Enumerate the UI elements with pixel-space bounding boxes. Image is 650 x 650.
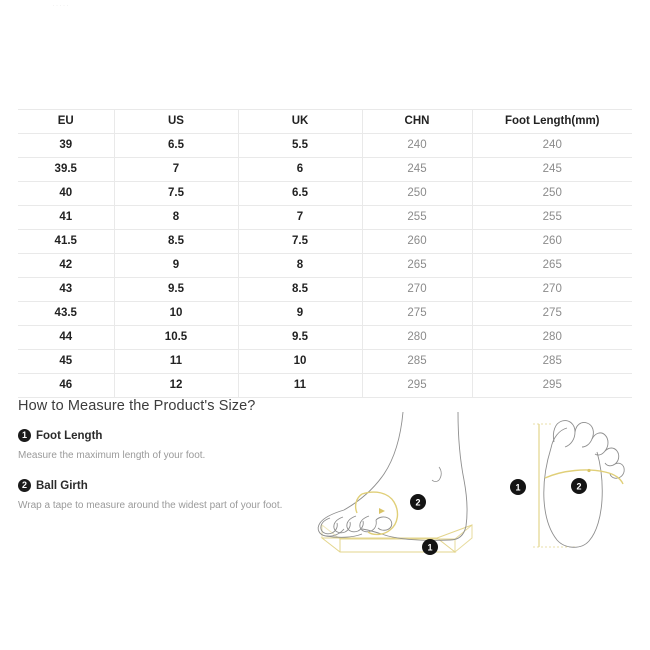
table-cell-foot-length: 285 bbox=[472, 350, 632, 374]
table-cell-foot-length: 240 bbox=[472, 134, 632, 158]
table-cell-eu: 42 bbox=[18, 254, 114, 278]
column-header-us: US bbox=[114, 110, 238, 134]
table-cell-us: 8 bbox=[114, 206, 238, 230]
table-cell-uk: 6.5 bbox=[238, 182, 362, 206]
table-cell-us: 9.5 bbox=[114, 278, 238, 302]
table-cell-us: 10 bbox=[114, 302, 238, 326]
table-cell-chn: 270 bbox=[362, 278, 472, 302]
table-row bbox=[18, 326, 632, 350]
table-cell-eu: 41.5 bbox=[18, 230, 114, 254]
table-cell-uk: 9 bbox=[238, 302, 362, 326]
table-cell-us: 11 bbox=[114, 350, 238, 374]
table-cell-chn: 275 bbox=[362, 302, 472, 326]
table-cell-eu: 43.5 bbox=[18, 302, 114, 326]
column-header-eu: EU bbox=[18, 110, 114, 134]
table-cell-chn: 245 bbox=[362, 158, 472, 182]
table-cell-chn: 255 bbox=[362, 206, 472, 230]
table-cell-eu: 45 bbox=[18, 350, 114, 374]
table-row bbox=[18, 230, 632, 254]
table-cell-uk: 11 bbox=[238, 374, 362, 398]
column-header-chn: CHN bbox=[362, 110, 472, 134]
table-row bbox=[18, 374, 632, 398]
measure-step-ball-girth bbox=[18, 479, 282, 511]
table-row bbox=[18, 278, 632, 302]
step-description-foot-length: Measure the maximum length of your foot. bbox=[18, 450, 206, 461]
foot-outline-icon bbox=[344, 412, 467, 540]
marker-girth-label: 2 bbox=[415, 497, 421, 508]
step-title-ball-girth: Ball Girth bbox=[36, 479, 88, 492]
table-row bbox=[18, 350, 632, 374]
size-chart-table-container bbox=[18, 109, 632, 398]
table-cell-chn: 280 bbox=[362, 326, 472, 350]
table-cell-foot-length: 250 bbox=[472, 182, 632, 206]
table-row bbox=[18, 134, 632, 158]
table-row bbox=[18, 158, 632, 182]
table-row bbox=[18, 302, 632, 326]
step-description-ball-girth: Wrap a tape to measure around the widest part of your foot. bbox=[18, 500, 283, 511]
table-cell-foot-length: 280 bbox=[472, 326, 632, 350]
table-cell-us: 8.5 bbox=[114, 230, 238, 254]
step-heading bbox=[18, 429, 205, 442]
table-cell-uk: 10 bbox=[238, 350, 362, 374]
table-cell-eu: 39 bbox=[18, 134, 114, 158]
table-cell-uk: 5.5 bbox=[238, 134, 362, 158]
table-cell-foot-length: 255 bbox=[472, 206, 632, 230]
table-cell-eu: 46 bbox=[18, 374, 114, 398]
table-cell-us: 12 bbox=[114, 374, 238, 398]
marker-length-label: 1 bbox=[515, 482, 521, 493]
girth-point-icon bbox=[587, 469, 590, 472]
table-cell-foot-length: 260 bbox=[472, 230, 632, 254]
table-cell-foot-length: 245 bbox=[472, 158, 632, 182]
step-title-foot-length: Foot Length bbox=[36, 429, 103, 442]
table-cell-chn: 240 bbox=[362, 134, 472, 158]
table-cell-chn: 260 bbox=[362, 230, 472, 254]
column-header-uk: UK bbox=[238, 110, 362, 134]
table-header bbox=[18, 110, 632, 134]
girth-arrow-icon bbox=[379, 508, 385, 514]
step-number-badge-1: 1 bbox=[18, 429, 31, 442]
table-cell-us: 7 bbox=[114, 158, 238, 182]
marker-girth-label: 2 bbox=[576, 481, 582, 492]
size-chart-table bbox=[18, 109, 632, 398]
table-cell-eu: 39.5 bbox=[18, 158, 114, 182]
table-cell-foot-length: 270 bbox=[472, 278, 632, 302]
table-cell-uk: 7 bbox=[238, 206, 362, 230]
table-cell-eu: 44 bbox=[18, 326, 114, 350]
marker-length-label: 1 bbox=[427, 542, 433, 553]
table-row bbox=[18, 254, 632, 278]
length-measure-line-icon bbox=[533, 424, 575, 547]
table-cell-uk: 6 bbox=[238, 158, 362, 182]
table-cell-us: 9 bbox=[114, 254, 238, 278]
table-cell-us: 7.5 bbox=[114, 182, 238, 206]
table-cell-chn: 265 bbox=[362, 254, 472, 278]
table-cell-eu: 41 bbox=[18, 206, 114, 230]
table-row bbox=[18, 206, 632, 230]
length-measure-box-icon bbox=[322, 525, 472, 552]
table-header-row bbox=[18, 110, 632, 134]
table-cell-foot-length: 265 bbox=[472, 254, 632, 278]
table-cell-uk: 9.5 bbox=[238, 326, 362, 350]
measure-step-foot-length bbox=[18, 429, 205, 461]
table-cell-chn: 250 bbox=[362, 182, 472, 206]
column-header-foot-length: Foot Length(mm) bbox=[472, 110, 632, 134]
diagram-marker-length-1 bbox=[422, 539, 438, 555]
table-cell-foot-length: 295 bbox=[472, 374, 632, 398]
step-heading bbox=[18, 479, 282, 492]
top-text-remnant: ····· bbox=[52, 0, 70, 10]
table-cell-us: 10.5 bbox=[114, 326, 238, 350]
diagram-marker-length-1 bbox=[510, 479, 526, 495]
foot-side-view-diagram bbox=[300, 412, 495, 572]
table-cell-us: 6.5 bbox=[114, 134, 238, 158]
diagram-marker-girth-2 bbox=[571, 478, 587, 494]
table-cell-eu: 40 bbox=[18, 182, 114, 206]
foot-top-view-diagram bbox=[505, 410, 640, 570]
table-cell-uk: 8 bbox=[238, 254, 362, 278]
table-cell-uk: 8.5 bbox=[238, 278, 362, 302]
table-body bbox=[18, 134, 632, 398]
table-row bbox=[18, 182, 632, 206]
table-cell-eu: 43 bbox=[18, 278, 114, 302]
table-cell-chn: 285 bbox=[362, 350, 472, 374]
table-cell-foot-length: 275 bbox=[472, 302, 632, 326]
how-to-measure-title: How to Measure the Product's Size? bbox=[18, 398, 256, 414]
table-cell-chn: 295 bbox=[362, 374, 472, 398]
step-number-badge-2: 2 bbox=[18, 479, 31, 492]
table-cell-uk: 7.5 bbox=[238, 230, 362, 254]
diagram-marker-girth-2 bbox=[410, 494, 426, 510]
